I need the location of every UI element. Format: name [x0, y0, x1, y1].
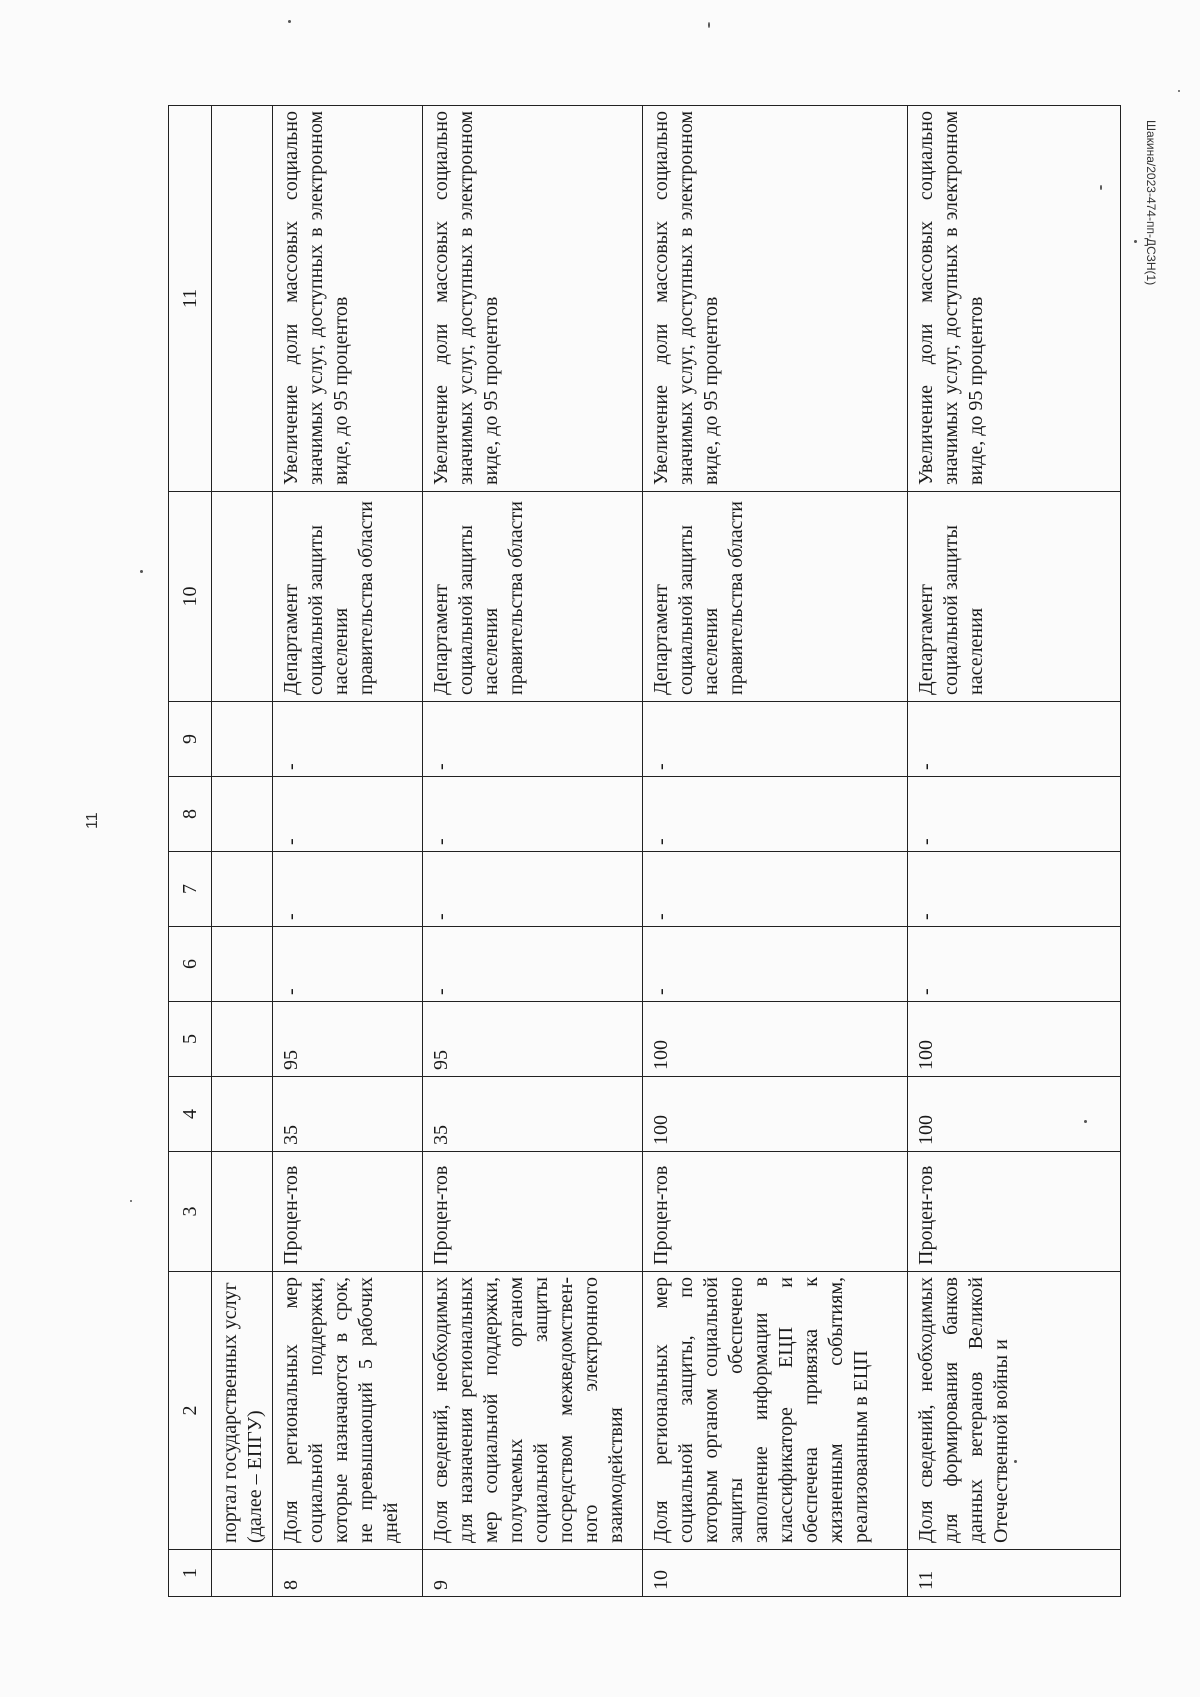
- cell-c5: 100: [643, 1002, 908, 1077]
- header-cell: 11: [169, 106, 212, 492]
- cell-result: Увеличение доли массовых социально значимых услуг, доступных в электронном виде, до 95 процентов: [643, 106, 908, 492]
- cell-executor: Департамент социальной защиты населения: [908, 492, 1121, 702]
- page-number: 11: [84, 812, 101, 829]
- cell-c9: -: [273, 702, 423, 777]
- header-cell: 7: [169, 852, 212, 927]
- cell-num: 9: [423, 1550, 643, 1597]
- cell-c7: -: [908, 852, 1121, 927]
- cell-name: Доля региональных мер социальной поддержки, которые назначаются в срок, не превышающий 5 рабочих дней: [273, 1272, 423, 1550]
- cell-c5: 95: [423, 1002, 643, 1077]
- scan-speck: [130, 1200, 132, 1202]
- cell-unit: Процен-тов: [643, 1152, 908, 1272]
- cell-num: 10: [643, 1550, 908, 1597]
- table-row: [423, 106, 643, 1597]
- cell-c7: -: [643, 852, 908, 927]
- table-header-row: [169, 106, 212, 1597]
- header-cell: 4: [169, 1077, 212, 1152]
- header-cell: 8: [169, 777, 212, 852]
- scan-speck: [1134, 240, 1137, 243]
- table-row-continuation: [212, 106, 273, 1597]
- cell-c4: [212, 1077, 273, 1152]
- scan-speck: [288, 20, 291, 23]
- cell-c5: 95: [273, 1002, 423, 1077]
- cell-result: Увеличение доли массовых социально значимых услуг, доступных в электронном виде, до 95 процентов: [908, 106, 1121, 492]
- header-cell: 2: [169, 1272, 212, 1550]
- cell-c6: -: [423, 927, 643, 1002]
- cell-unit: Процен-тов: [273, 1152, 423, 1272]
- header-cell: 10: [169, 492, 212, 702]
- cell-c9: -: [908, 702, 1121, 777]
- cell-c4: 35: [423, 1077, 643, 1152]
- cell-executor: Департамент социальной защиты населения правительства области: [643, 492, 908, 702]
- scan-speck: [708, 22, 710, 28]
- cell-c9: -: [423, 702, 643, 777]
- indicators-table: [168, 105, 1121, 1597]
- cell-num: 8: [273, 1550, 423, 1597]
- cell-c6: -: [908, 927, 1121, 1002]
- cell-c4: 35: [273, 1077, 423, 1152]
- cell-name: Доля региональных мер социальной защиты, по которым органом социальной защиты обеспечено заполнение информации в классификаторе ЕЦП и обеспечена привязка к жизненным событиям, реализованным в ЕЦП: [643, 1272, 908, 1550]
- header-cell: 1: [169, 1550, 212, 1597]
- cell-result: Увеличение доли массовых социально значимых услуг, доступных в электронном виде, до 95 процентов: [423, 106, 643, 492]
- cell-name: Доля сведений, необходимых для назначения региональных мер социальной поддержки, получаемых органом социальной защиты посредством межведомствен-ного электронного взаимодействия: [423, 1272, 643, 1550]
- cell-name: Доля сведений, необходимых для формирования банков данных ветеранов Великой Отечественной войны и: [908, 1272, 1121, 1550]
- cell-c8: -: [423, 777, 643, 852]
- cell-unit: [212, 1152, 273, 1272]
- cell-c7: -: [273, 852, 423, 927]
- scan-speck: [1178, 90, 1180, 92]
- cell-c6: [212, 927, 273, 1002]
- document-code: Шакина/2023-474-пп-ДСЗН(1): [1144, 120, 1158, 286]
- header-cell: 9: [169, 702, 212, 777]
- header-cell: 3: [169, 1152, 212, 1272]
- cell-unit: Процен-тов: [908, 1152, 1121, 1272]
- cell-c4: 100: [908, 1077, 1121, 1152]
- cell-c8: -: [273, 777, 423, 852]
- table-row: [908, 106, 1121, 1597]
- cell-c7: -: [423, 852, 643, 927]
- cell-c7: [212, 852, 273, 927]
- cell-num: 11: [908, 1550, 1121, 1597]
- header-cell: 6: [169, 927, 212, 1002]
- cell-c4: 100: [643, 1077, 908, 1152]
- scan-speck: [140, 570, 143, 573]
- cell-executor: Департамент социальной защиты населения правительства области: [423, 492, 643, 702]
- table-row: [273, 106, 423, 1597]
- cell-c6: -: [273, 927, 423, 1002]
- cell-c9: -: [643, 702, 908, 777]
- cell-result: Увеличение доли массовых социально значимых услуг, доступных в электронном виде, до 95 процентов: [273, 106, 423, 492]
- cell-c5: [212, 1002, 273, 1077]
- cell-c9: [212, 702, 273, 777]
- cell-executor: Департамент социальной защиты населения правительства области: [273, 492, 423, 702]
- cell-c8: [212, 777, 273, 852]
- cell-name: портал государственных услуг (далее – ЕПГУ): [212, 1272, 273, 1550]
- table-row: [643, 106, 908, 1597]
- cell-num: [212, 1550, 273, 1597]
- cell-executor: [212, 492, 273, 702]
- cell-unit: Процен-тов: [423, 1152, 643, 1272]
- cell-c8: -: [643, 777, 908, 852]
- cell-c8: -: [908, 777, 1121, 852]
- cell-c6: -: [643, 927, 908, 1002]
- cell-c5: 100: [908, 1002, 1121, 1077]
- indicators-table-rotated: [168, 106, 1120, 1597]
- cell-result: [212, 106, 273, 492]
- header-cell: 5: [169, 1002, 212, 1077]
